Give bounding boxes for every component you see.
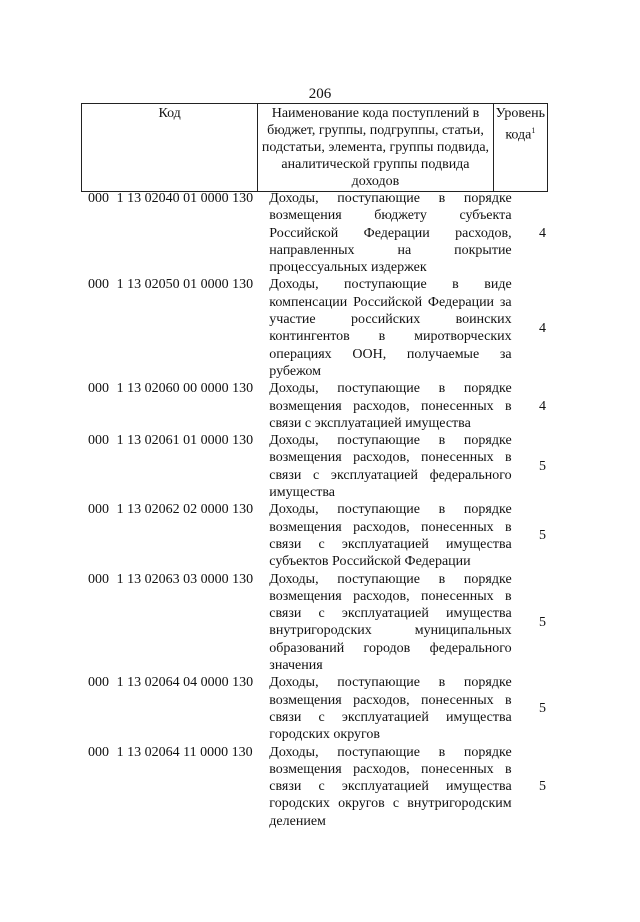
row-code: 1 13 02061 01 0000 130 [116,433,254,449]
row-name: Доходы, поступающие в порядке возмещения расходов, понесенных в связи с эксплуатацией имущества [269,381,512,431]
row-level: 4 [539,225,546,241]
header-level-footnote: 1 [531,126,536,135]
row-prefix: 000 [88,502,109,518]
table-row [88,276,548,380]
row-prefix: 000 [88,744,109,760]
row-prefix: 000 [88,191,109,206]
table-row [88,501,548,570]
table-row [88,190,548,276]
row-level: 5 [539,528,546,544]
row-code: 1 13 02064 04 0000 130 [116,675,254,691]
header-code: Код [82,104,258,192]
row-name: Доходы, поступающие в порядке возмещения расходов, понесенных в связи с эксплуатацией имущества городских округов [269,675,512,743]
row-level: 5 [539,614,546,630]
row-prefix: 000 [88,277,109,293]
table-row [88,432,548,501]
row-prefix: 000 [88,571,109,587]
row-name: Доходы, поступающие в порядке возмещения расходов, понесенных в связи с эксплуатацией имущества субъектов Российской Федерации [269,502,512,570]
row-code: 1 13 02040 01 0000 130 [116,191,254,206]
row-code: 1 13 02063 03 0000 130 [116,571,254,587]
row-name: Доходы, поступающие в порядке возмещения расходов, понесенных в связи с эксплуатацией имущества городских округов с внутригородским делением [269,744,512,829]
row-prefix: 000 [88,381,109,397]
header-level-label: Уровень кода [495,106,545,143]
page-number: 206 [308,86,332,102]
row-level: 5 [539,701,546,717]
table-row [88,674,548,743]
row-name: Доходы, поступающие в виде компенсации Российской Федерации за участие российских воинских контингентов в миротворческих операциях ООН, получаемые за рубежом [269,277,512,379]
row-name: Доходы, поступающие в порядке возмещения расходов, понесенных в связи с эксплуатацией федерального имущества [269,433,512,501]
table-row [88,744,548,830]
row-level: 5 [539,779,546,795]
row-code: 1 13 02060 00 0000 130 [116,381,254,397]
table-header [81,103,548,192]
row-prefix: 000 [88,433,109,449]
row-code: 1 13 02064 11 0000 130 [116,744,253,760]
header-name: Наименование кода поступлений в бюджет, группы, подгруппы, статьи, подстатьи, элемента, группы подвида, аналитической группы подвида доходов [258,104,493,192]
row-name: Доходы, поступающие в порядке возмещения бюджету субъекта Российской Федерации расходов, направленных на покрытие процессуальных издержек [269,191,512,276]
row-prefix: 000 [88,675,109,691]
table-row [88,571,548,675]
row-code: 1 13 02062 02 0000 130 [116,502,254,518]
row-code: 1 13 02050 01 0000 130 [116,277,254,293]
table-row [88,380,548,432]
row-name: Доходы, поступающие в порядке возмещения расходов, понесенных в связи с эксплуатацией имущества внутригородских муниципальных образований городов федерального значения [269,571,512,674]
row-level: 4 [539,398,546,414]
row-level: 5 [539,459,546,475]
row-level: 4 [539,320,546,336]
header-level [493,104,547,192]
table-body [88,190,548,830]
